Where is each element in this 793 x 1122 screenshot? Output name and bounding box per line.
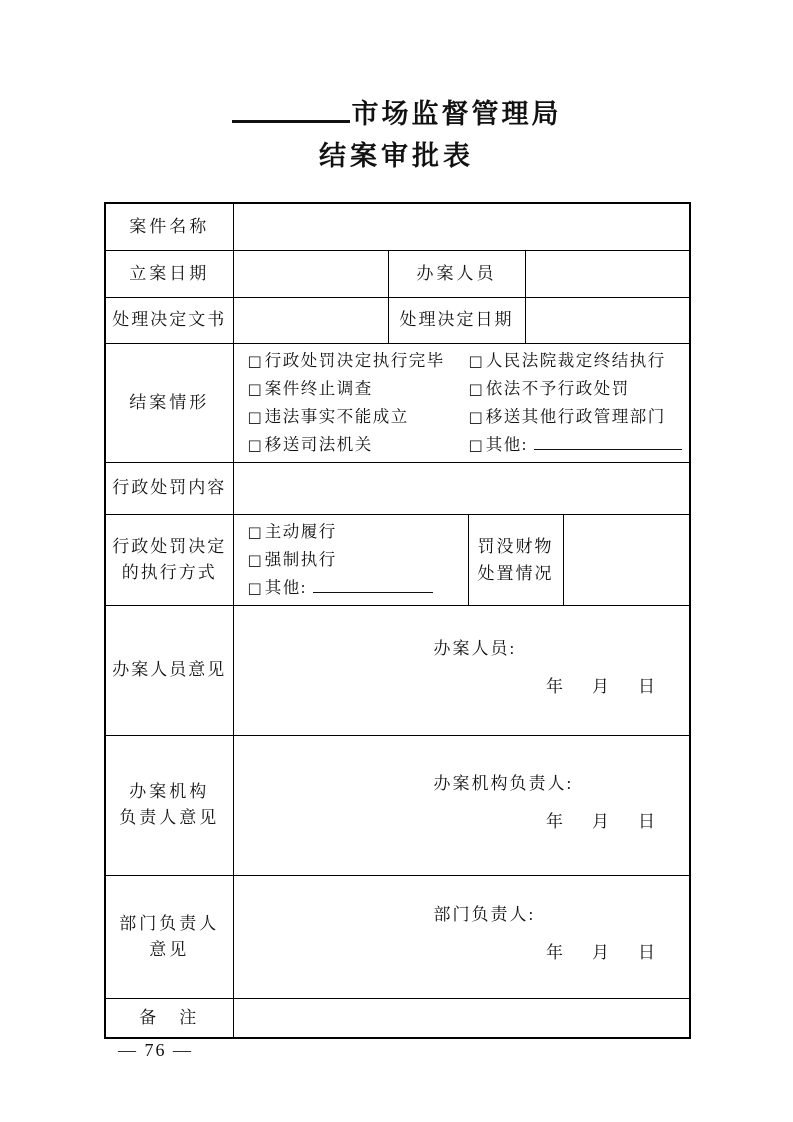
page-number: — 76 — bbox=[118, 1040, 193, 1060]
checkbox-icon: □ bbox=[247, 522, 262, 541]
row-closing-situation bbox=[105, 343, 690, 462]
closing-option-other: □ 其他: bbox=[469, 431, 686, 459]
checkbox-icon: □ bbox=[468, 407, 483, 426]
closing-option: □ 移送其他行政管理部门 bbox=[468, 406, 666, 426]
org-date-line: 年 月 日 bbox=[546, 811, 662, 831]
org-opinion-label: 办案机构 负责人意见 bbox=[105, 735, 233, 875]
remarks-label: 备 注 bbox=[105, 998, 233, 1038]
form-title-block bbox=[0, 94, 793, 176]
confiscation-label: 罚没财物 处置情况 bbox=[468, 514, 563, 605]
row-case-name bbox=[105, 203, 690, 250]
handler-value-cell bbox=[525, 250, 690, 297]
checkbox-icon: □ bbox=[468, 379, 483, 398]
remarks-value-cell bbox=[233, 998, 690, 1038]
penalty-content-value-cell bbox=[233, 462, 690, 514]
closing-option: □ 违法事实不能成立 bbox=[247, 406, 409, 426]
checkbox-icon: □ bbox=[247, 407, 262, 426]
checkbox-icon: □ bbox=[247, 578, 262, 597]
title-org-line bbox=[0, 94, 793, 134]
execution-method-label: 行政处罚决定 的执行方式 bbox=[105, 514, 233, 605]
title-form-name: 结案审批表 bbox=[319, 141, 474, 171]
dept-opinion-cell bbox=[233, 875, 690, 998]
approval-form-table bbox=[104, 202, 691, 1039]
execution-option: □ 强制执行 bbox=[247, 549, 337, 569]
handler-signature-label: 办案人员: bbox=[433, 638, 517, 658]
case-name-value-cell bbox=[233, 203, 690, 250]
row-execution-method bbox=[105, 514, 690, 605]
handler-opinion-label: 办案人员意见 bbox=[105, 605, 233, 735]
closing-situation-options-cell bbox=[233, 343, 690, 462]
penalty-content-label: 行政处罚内容 bbox=[105, 462, 233, 514]
dept-date-line: 年 月 日 bbox=[546, 943, 662, 962]
decision-date-value-cell bbox=[525, 297, 690, 343]
dept-opinion-label: 部门负责人 意见 bbox=[105, 875, 233, 998]
case-name-label: 案件名称 bbox=[105, 203, 233, 250]
execution-options bbox=[248, 518, 433, 602]
row-handler-opinion bbox=[105, 605, 690, 735]
filing-date-value-cell bbox=[233, 250, 388, 297]
row-filing-date bbox=[105, 250, 690, 297]
row-decision-doc bbox=[105, 297, 690, 343]
title-blank-line bbox=[232, 97, 350, 123]
execution-option: □ 主动履行 bbox=[247, 521, 337, 541]
checkbox-icon: □ bbox=[468, 435, 483, 454]
other-fill-in-line bbox=[534, 435, 682, 450]
org-opinion-cell bbox=[233, 735, 690, 875]
checkbox-icon: □ bbox=[247, 550, 262, 569]
closing-situation-label: 结案情形 bbox=[105, 343, 233, 462]
closing-options-left bbox=[248, 347, 469, 459]
handler-opinion-cell bbox=[233, 605, 690, 735]
confiscation-value-cell bbox=[563, 514, 690, 605]
dept-signature-label: 部门负责人: bbox=[433, 905, 536, 924]
checkbox-icon: □ bbox=[247, 351, 262, 370]
decision-date-label: 处理决定日期 bbox=[388, 297, 525, 343]
execution-method-options-cell bbox=[233, 514, 468, 605]
handler-date-line: 年 月 日 bbox=[546, 676, 662, 696]
row-dept-opinion bbox=[105, 875, 690, 998]
row-penalty-content bbox=[105, 462, 690, 514]
closing-option: □ 依法不予行政处罚 bbox=[468, 378, 630, 398]
org-signature-label: 办案机构负责人: bbox=[433, 773, 574, 793]
row-org-opinion bbox=[105, 735, 690, 875]
title-org-name: 市场监督管理局 bbox=[351, 99, 562, 129]
decision-doc-label: 处理决定文书 bbox=[105, 297, 233, 343]
checkbox-icon: □ bbox=[247, 435, 262, 454]
filing-date-label: 立案日期 bbox=[105, 250, 233, 297]
closing-option: □ 案件终止调查 bbox=[247, 378, 373, 398]
closing-option: □ 移送司法机关 bbox=[247, 434, 373, 454]
decision-doc-value-cell bbox=[233, 297, 388, 343]
closing-option: □ 人民法院裁定终结执行 bbox=[468, 350, 666, 370]
checkbox-icon: □ bbox=[247, 379, 262, 398]
row-remarks bbox=[105, 998, 690, 1038]
closing-option: □ 行政处罚决定执行完毕 bbox=[247, 350, 445, 370]
execution-option-other: □ 其他: bbox=[248, 574, 433, 602]
closing-options-right bbox=[469, 347, 686, 459]
handler-label: 办案人员 bbox=[388, 250, 525, 297]
other-fill-in-line bbox=[313, 578, 433, 593]
checkbox-icon: □ bbox=[468, 351, 483, 370]
